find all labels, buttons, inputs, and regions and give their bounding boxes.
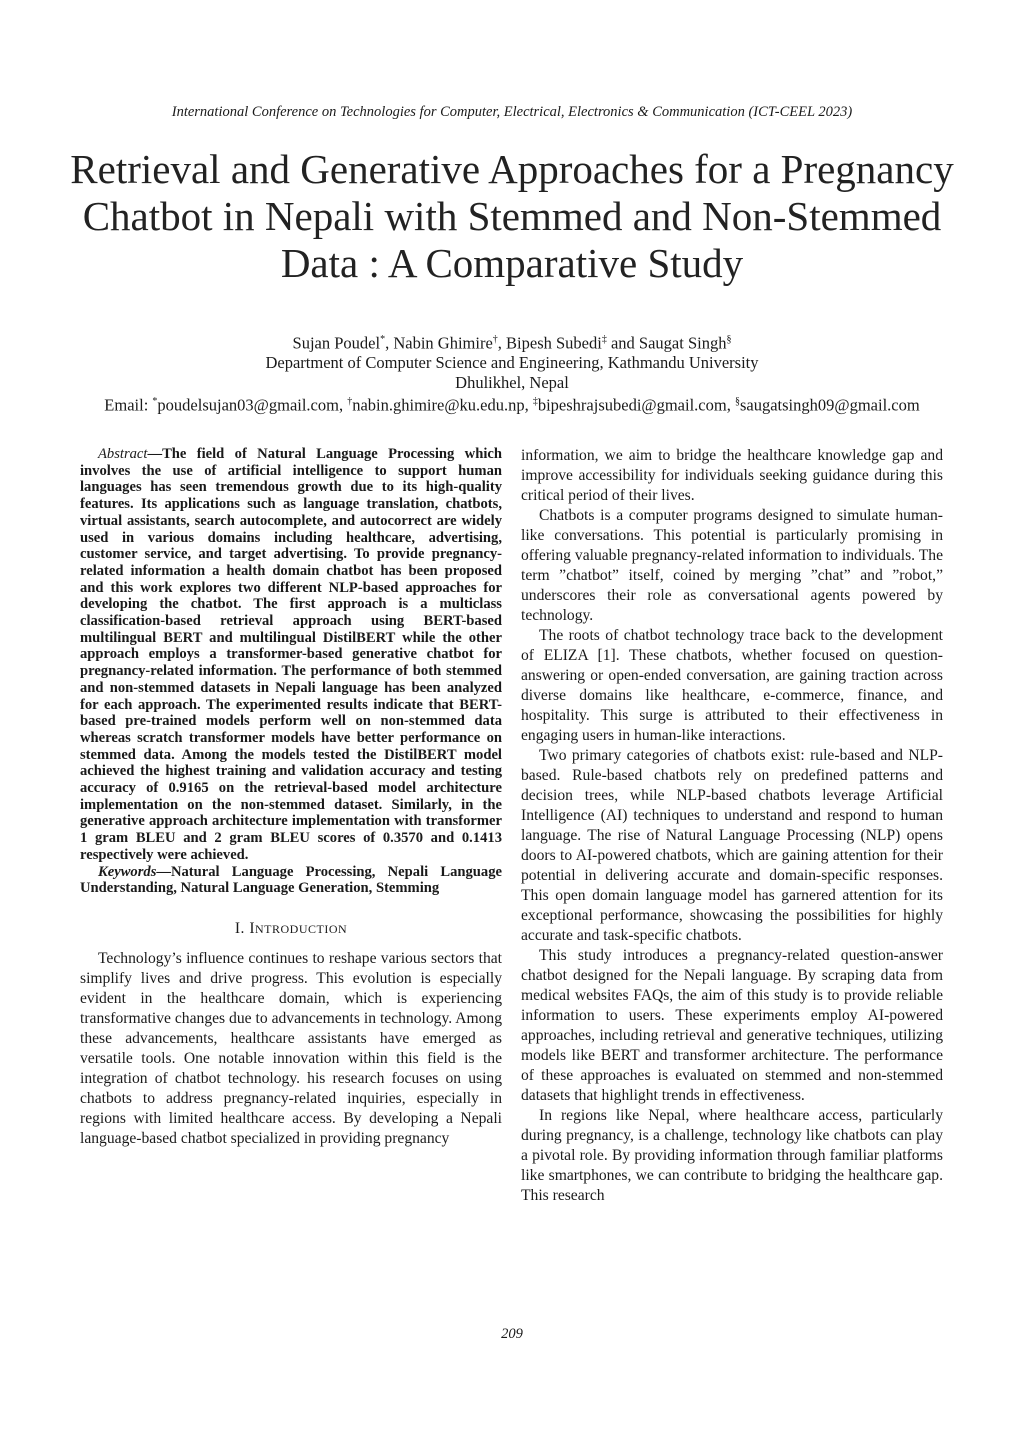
author-mark: * xyxy=(380,334,386,345)
abstract-text: —The field of Natural Language Processing which involves the use of artificial intelligence to support human languages has seen tremendous growth due to its high-quality features. Its applications such as language translation, chatbots, virtual assistants, search autocomplete, and autocorrect are widely used in various domains including healthcare, advertising, customer service, and target advertising. To provide pregnancy-related information a health domain chatbot has been proposed and this work explores two different NLP-based approaches for developing the chatbot. The first approach is a multiclass classification-based retrieval approach using BERT-based multilingual BERT and multilingual DistilBERT while the other approach employs a transformer-based generative chatbot for pregnancy-related information. The performance of both stemmed and non-stemmed datasets in Nepali language has been analyzed for each approach. The experimented results indicate that BERT-based pre-trained models perform well on non-stemmed data whereas scratch transformer models have better performance on stemmed data. Among the models tested the DistilBERT model achieved the highest training and validation accuracy and testing accuracy of 0.9165 on the retrieval-based model architecture implementation on the non-stemmed dataset. Similarly, in the generative approach architecture implementation with transformer 1 gram BLEU and 2 gram BLEU scores of 0.3570 and 0.1413 respectively were achieved. xyxy=(80,446,502,863)
author-name: Sujan Poudel xyxy=(292,333,381,353)
email-line: Email: *poudelsujan03@gmail.com, †nabin.ghimire@ku.edu.np, ‡bipeshrajsubedi@gmail.com, §saugatsingh09@gmail.com xyxy=(104,395,920,415)
abstract xyxy=(80,446,502,864)
author-name: Saugat Singh xyxy=(638,333,727,353)
email: poudelsujan03@gmail.com xyxy=(157,395,339,415)
paragraph: The roots of chatbot technology trace back to the development of ELIZA [1]. These chatbots, whether focused on question-answering or open-ended conversation, are gaining traction across diverse domains like healthcare, e-commerce, finance, and hospitality. This surge is attributed to their effectiveness in engaging users in human-like interactions. xyxy=(521,627,943,744)
author-name: Bipesh Subedi xyxy=(506,333,602,353)
author-mark: § xyxy=(726,334,732,345)
author-list xyxy=(0,330,1024,353)
location: Dhulikhel, Nepal xyxy=(455,372,569,392)
separator: , xyxy=(385,333,394,353)
section-heading xyxy=(80,919,502,939)
email: saugatsingh09@gmail.com xyxy=(739,395,920,415)
paper-title: Retrieval and Generative Approaches for a Pregnancy Chatbot in Nepali with Stemmed and Non-Stemmed Data : A Comparative Study xyxy=(70,146,954,286)
author-mark: † xyxy=(492,334,498,345)
paragraph: Chatbots is a computer programs designed to simulate human-like conversations. This potential is particularly promising in offering valuable pregnancy-related information to individuals. The term ”chatbot” itself, coined by merging ”chat” and ”robot,” underscores their role as conversational agents powered by technology. xyxy=(521,507,943,624)
section-title-initial: I xyxy=(249,919,256,937)
conference-header: International Conference on Technologies for Computer, Electrical, Electronics & Communication (ICT-CEEL 2023) xyxy=(171,104,853,120)
author-name: Nabin Ghimire xyxy=(393,333,493,353)
separator: , xyxy=(497,333,507,353)
separator: and xyxy=(606,333,639,353)
author-mark: ‡ xyxy=(532,396,538,407)
author-block xyxy=(0,330,1024,415)
right-column xyxy=(521,446,943,1206)
author-mark: † xyxy=(347,396,353,407)
paragraph: information, we aim to bridge the healthcare knowledge gap and improve accessibility for individuals seeking guidance during this critical period of their lives. xyxy=(521,447,943,504)
author-mark: § xyxy=(734,396,740,407)
email-label: Email: xyxy=(104,395,153,415)
keywords-text: —Natural Language Processing, Nepali Language Understanding, Natural Language Generation, Stemming xyxy=(80,863,502,897)
email: bipeshrajsubedi@gmail.com xyxy=(537,395,727,415)
author-mark: * xyxy=(152,396,158,407)
affiliation: Department of Computer Science and Engineering, Kathmandu University xyxy=(265,353,759,372)
paragraph: This study introduces a pregnancy-related question-answer chatbot designed for the Nepali language. By scraping data from medical websites FAQs, the aim of this study is to provide reliable information to users. These experiments employ AI-powered approaches, including retrieval and generative techniques, utilizing models like BERT and transformer architecture. The performance of these approaches is evaluated on stemmed and non-stemmed datasets that highlight trends in effectiveness. xyxy=(521,947,943,1104)
section-title-rest: NTRODUCTION xyxy=(255,921,348,936)
author-mark: ‡ xyxy=(601,334,607,345)
page-number: 209 xyxy=(501,1326,523,1342)
paragraph: Two primary categories of chatbots exist: rule-based and NLP-based. Rule-based chatbots rely on predefined patterns and decision trees, while NLP-based chatbots leverage Artificial Intelligence (AI) techniques to understand and respond to human language. The rise of Natural Language Processing (NLP) opens doors to AI-powered chatbots, which are gaining attention for their potential in delivering accurate and domain-specific responses. This open domain language model has garnered attention for its exceptional performance, showcasing the possibilities for highly accurate and task-specific chatbots. xyxy=(521,747,943,944)
keywords-label: Keywords xyxy=(98,863,157,880)
section-number: I. xyxy=(234,919,250,937)
paragraph: Technology’s influence continues to reshape various sectors that simplify lives and drive progress. This evolution is especially evident in the healthcare domain, which is experiencing transformative changes due to advancements in technology. Among these advancements, healthcare assistants have emerged as versatile tools. One notable innovation within this field is the integration of chatbot technology. his research focuses on using chatbots to address pregnancy-related inquiries, especially in regions with limited healthcare access. By developing a Nepali language-based chatbot specialized in providing pregnancy xyxy=(80,949,502,1147)
abstract-label: Abstract xyxy=(98,446,148,462)
left-column xyxy=(80,446,502,1149)
email: nabin.ghimire@ku.edu.np xyxy=(352,395,525,415)
paragraph: In regions like Nepal, where healthcare access, particularly during pregnancy, is a challenge, technology like chatbots can play a pivotal role. By providing information through familiar platforms like smartphones, we can contribute to bridging the healthcare gap. This research xyxy=(521,1107,943,1204)
keywords xyxy=(80,864,502,897)
